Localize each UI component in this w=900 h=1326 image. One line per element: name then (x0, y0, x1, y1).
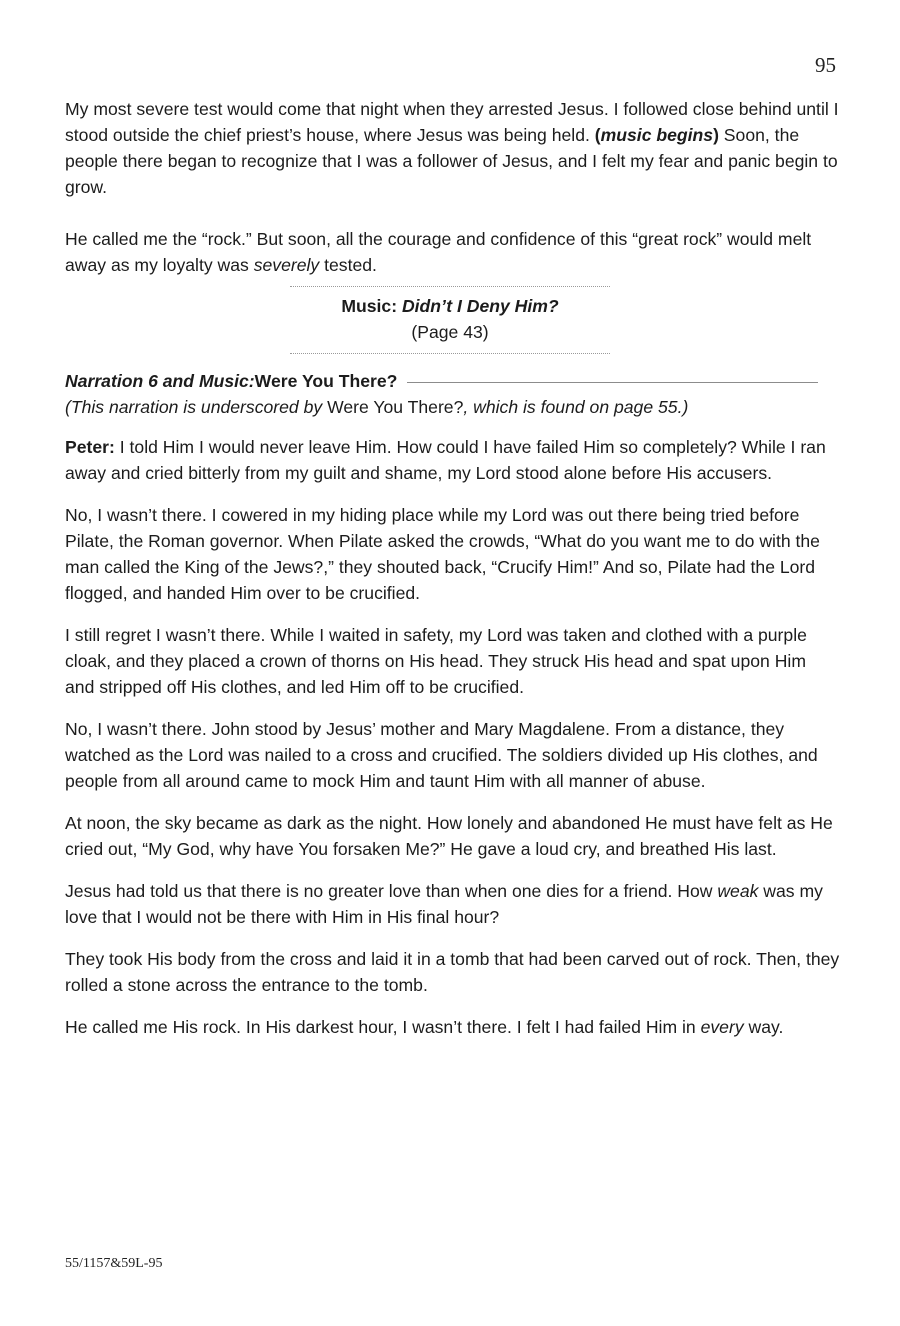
music-page-ref: (Page 43) (411, 322, 489, 342)
page-number: 95 (815, 53, 836, 77)
script-paragraph-5: At noon, the sky became as dark as the night. How lonely and abandoned He must have felt as He cried out, “My God, why have You forsaken Me?” He gave a loud cry, and breathed His last. (65, 813, 833, 859)
script-paragraph-1: Peter: I told Him I would never leave Him. How could I have failed Him so completely? While I ran away and cried bitterly from my guilt and shame, my Lord stood alone before His accusers. (65, 437, 826, 483)
emphasis: severely (253, 255, 320, 275)
divider (290, 353, 610, 354)
catalog-footer: 55/1157&59L-95 (65, 1256, 163, 1271)
narration-note: (This narration is underscored by Were You There?, which is found on page 55.) (65, 397, 689, 417)
music-cue-title: Music: Didn’t I Deny Him? (341, 296, 559, 316)
speaker-label: Peter: (65, 437, 115, 457)
script-paragraph-6: Jesus had told us that there is no greater love than when one dies for a friend. How weak was my love that I would not be there with Him in His final hour? (65, 881, 823, 927)
script-paragraph-8: He called me His rock. In His darkest hour, I wasn’t there. I felt I had failed Him in every way. (65, 1017, 784, 1037)
text: tested. (319, 255, 377, 275)
narration-heading: Narration 6 and Music: Were You There? (65, 368, 840, 394)
script-paragraph-3: I still regret I wasn’t there. While I waited in safety, my Lord was taken and clothed with a purple cloak, and they placed a crown of thorns on His head. They struck His head and spat upon Him and stripped off His clothes, and led Him off to be crucified. (65, 625, 807, 697)
script-paragraph-4: No, I wasn’t there. John stood by Jesus’ mother and Mary Magdalene. From a distance, they watched as the Lord was nailed to a cross and crucified. The soldiers divided up His clothes, and people from all around came to mock Him and taunt Him with all manner of abuse. (65, 719, 818, 791)
script-paragraph-7: They took His body from the cross and laid it in a tomb that had been carved out of rock. Then, they rolled a stone across the entrance to the tomb. (65, 949, 840, 995)
text: My most severe test would come that night when they arrested Jesus. I followed close behind until I stood outside the chief priest’s house, where Jesus was being held. (65, 99, 839, 145)
text: He called me the “rock.” But soon, all the courage and confidence of this “great rock” would melt away as my loyalty was (65, 229, 812, 275)
script-paragraph-2: No, I wasn’t there. I cowered in my hiding place while my Lord was out there being tried before Pilate, the Roman governor. When Pilate asked the crowds, “What do you want me to do with the man called the King of the Jews?,” they shouted back, “Crucify Him!” And so, Pilate had the Lord flogged, and handed Him over to be crucified. (65, 505, 820, 603)
divider (290, 286, 610, 287)
intro-paragraph-2 (65, 226, 840, 278)
stage-cue: (music begins) (594, 125, 719, 145)
heading-rule (407, 382, 818, 383)
text: Soon, the people there began to recognize that I was a follower of Jesus, and I felt my fear and panic begin to grow. (65, 125, 838, 197)
page-body (65, 96, 840, 1056)
music-cue-box (290, 286, 610, 354)
intro-paragraph-1 (65, 96, 840, 200)
